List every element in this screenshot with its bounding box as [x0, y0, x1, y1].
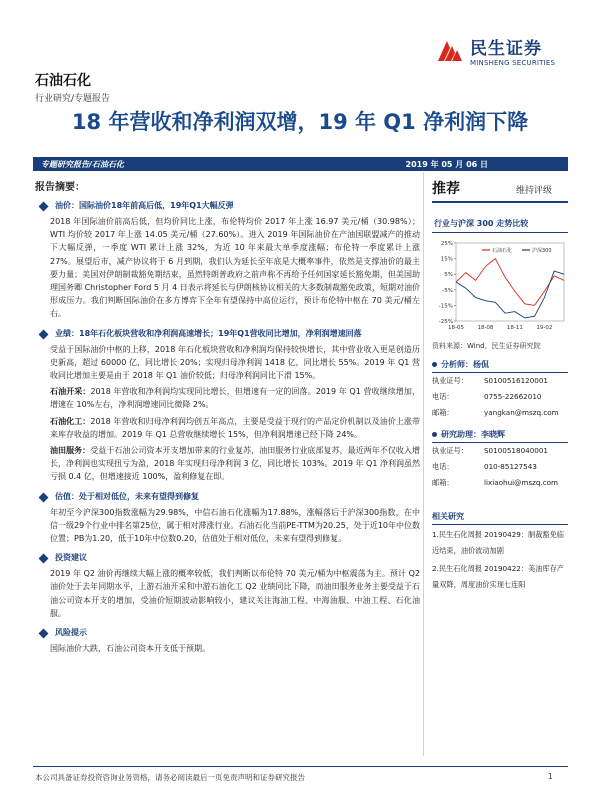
bullet-icon [432, 362, 437, 367]
diamond-bullet-icon [39, 629, 49, 639]
diamond-bullet-icon [39, 492, 49, 502]
related-item[interactable]: 2.民生石化周报 20190422：美油库存产量双降，周度油价实现七连阳 [432, 564, 564, 589]
legend-label: 沪深300 [532, 248, 552, 254]
recommend-label: 推荐 [432, 181, 460, 197]
chart-plot-area [456, 243, 564, 321]
analyst2-email-label: 邮箱： [432, 478, 454, 487]
analyst2-cert-label: 执业证号： [432, 446, 468, 455]
x-tick-label: 18-08 [477, 325, 494, 331]
brand-logo [435, 34, 555, 67]
section-heading: 投资建议 [35, 552, 420, 564]
legend-label: 石油石化 [492, 248, 513, 254]
abstract-sections [35, 200, 420, 655]
chart-source: 资料来源：Wind，民生证券研究院 [432, 342, 541, 350]
industry-label: 石油石化 [35, 73, 91, 89]
page-number: 1 [548, 772, 553, 781]
analyst1-phone-label: 电话： [432, 392, 454, 401]
trend-chart [432, 235, 568, 339]
y-tick-label: 25% [440, 241, 453, 247]
abstract-label: 报告摘要： [35, 182, 85, 193]
y-tick-label: -25% [438, 319, 453, 325]
column-divider [423, 172, 424, 756]
analyst2-email[interactable]: lixiaohui@mszq.com [484, 478, 559, 487]
section-heading: 估值：处于相对低位，未来有望得到修复 [35, 491, 420, 503]
y-tick-label: -5% [442, 287, 453, 294]
analyst2-cert: S0100518040001 [484, 446, 549, 455]
analyst1-cert-label: 执业证号： [432, 376, 468, 385]
brand-name-en: MINSHENG SECURITIES [470, 59, 556, 67]
section-heading: 业绩：18年石化板块营收和净利润高速增长；19年Q1营收同比增加，净利润增速回落 [35, 328, 420, 340]
analyst2-phone: 010-85127543 [484, 462, 537, 471]
report-title: 18 年营收和净利润双增，19 年 Q1 净利润下降 [71, 110, 529, 134]
report-type: 行业研究/专题报告 [35, 94, 111, 104]
section-paragraph: 受益于国际油价中枢的上移，2018 年石化板块营收和净利润均保持较快增长，其中营业收入更是创造历史新高，超过 60000 亿，同比增长 20%；实现归母净利润 1418 亿，同比增长 55%。2019 年 Q1 营收同比增加主要是由于 2018 年 Q1 油价较低；归母净利润同比下滑 15%。 [50, 344, 420, 381]
section-paragraph: 年初至今沪深300指数涨幅为29.98%，中信石油石化涨幅为17.88%，涨幅落后于沪深300指数，在中信一级29个行业中排名第25位，属于相对滞涨行业。石油石化当前PE-TTM为20.25，处于近10年中位数位置；PB为1.20，低于10年中位数0.20，估值处于相对低位，未来有望得到修复。 [50, 507, 421, 544]
analyst1-email-label: 邮箱： [432, 408, 454, 417]
y-tick-label: -15% [438, 303, 453, 310]
abstract-column [35, 178, 420, 655]
related-heading: 相关研究 [432, 511, 568, 525]
banner-date: 2019 年 05 月 06 日 [405, 160, 488, 169]
report-banner [33, 157, 568, 171]
banner-category: 专题研究报告/石油石化 [41, 160, 124, 169]
section-heading: 油价：国际油价18年前高后低，19年Q1大幅反弹 [35, 200, 420, 212]
diamond-bullet-icon [39, 202, 49, 212]
x-tick-label: 18-05 [448, 325, 464, 331]
diamond-bullet-icon [39, 329, 49, 339]
analyst1-phone: 0755-22662010 [484, 392, 542, 401]
analyst1-cert: S0100516120001 [484, 376, 549, 385]
section-paragraph: 石油化工：2018 年营收和归母净利润均创五年高点，主要是受益于现行的产品定价机制以及油价上涨带来库存收益的增加。2019 年 Q1 总营收继续增长 15%，但净利润增速已经下降 24%。 [50, 416, 420, 439]
section-paragraph: 2019 年 Q2 油价再继续大幅上涨的概率较低，我们判断以布伦特 70 美元/桶为中枢震荡为主。预计 Q2 油价处于去年同期水平，上游石油开采和中游石油化工 Q2 业绩同比下降，而油田服务业务主要受益于石油公司资本开支的增加，受油价短期波动影响较小，建议关注海油工程、中海油服、中油工程、石化油服。 [50, 569, 420, 618]
analyst1-heading: 分析师：杨侃 [432, 359, 568, 373]
section-paragraph: 2018 年国际油价前高后低，但均价同比上涨，布伦特均价 2017 年上涨 16.97 美元/桶（30.98%）；WTI 均价较 2017 年上涨 14.05 美元/桶（27.60%）。进入 2019 年国际油价在产油国联盟减产的推动下大幅反弹，一季度 WTI 累计上涨 32%，为近 10 年来最大单季度涨幅；布伦特一季度累计上涨 27%。展望后市，减产协议将于 6 月到期，我们认为延长至年底是大概率事件，依然是支撑油价的最主要力量；美国对伊朗制裁豁免期结束，虽然特朗普政府之前声称不再给予任何国家延长豁免期，但美国助理国务卿 Christopher Ford 5 月 4 日表示将延长与伊朗核协议相关的大多数制裁豁免政策，短期对油价形成压力。我们判断国际油价在多方博弈下全年有望保持中高位运行，预计布伦特中枢在 70 美元/桶左右。 [50, 217, 420, 319]
footer-disclaimer: 本公司具备证券投资咨询业务资格，请务必阅读最后一页免责声明和证券研究报告 [35, 773, 305, 782]
y-tick-label: 5% [444, 272, 453, 279]
rating-label: 维持评级 [515, 186, 552, 196]
section-paragraph: 国际油价大跌，石油公司资本开支低于预期。 [50, 644, 210, 654]
y-tick-label: 15% [440, 256, 453, 263]
section-paragraph: 油田服务：受益于石油公司资本开支增加带来的行业复苏，油田服务行业底部复苏，最近两年不仅收入增长，净利润也实现扭亏为盈，2018 年实现归母净利润 3 亿，同比增长 103%。2019 年 Q1 净利润虽然亏损 0.4 亿，但增速接近 100%，盈利修复在即。 [50, 446, 421, 482]
bullet-icon [432, 432, 437, 437]
analyst2-heading: 研究助理：李晓辉 [432, 429, 568, 443]
brand-name-cn: 民生证券 [470, 39, 542, 59]
related-item[interactable]: 1.民生石化周报 20190429：制裁豁免临近结束，油价波动加剧 [432, 530, 564, 555]
chart-heading: 行业与沪深 300 走势比较 [432, 215, 568, 233]
analyst2-phone-label: 电话： [432, 462, 454, 471]
rating-row [432, 178, 568, 203]
section-heading: 风险提示 [35, 627, 420, 639]
x-tick-label: 19-02 [536, 325, 553, 331]
section-paragraph: 石油开采：2018 年营收和净利润均实现同比增长，但增速有一定的回落。2019 年 Q1 营收继续增加，增速在 10%左右，净利润增速同比微降 2%。 [50, 387, 420, 410]
series-line-0 [456, 259, 564, 306]
minsheng-logo-icon [435, 36, 465, 66]
diamond-bullet-icon [39, 554, 49, 564]
analyst1-email[interactable]: yangkan@mszq.com [484, 408, 559, 417]
footer-divider [33, 766, 568, 767]
x-tick-label: 18-11 [506, 325, 523, 331]
sidebar [432, 178, 568, 593]
